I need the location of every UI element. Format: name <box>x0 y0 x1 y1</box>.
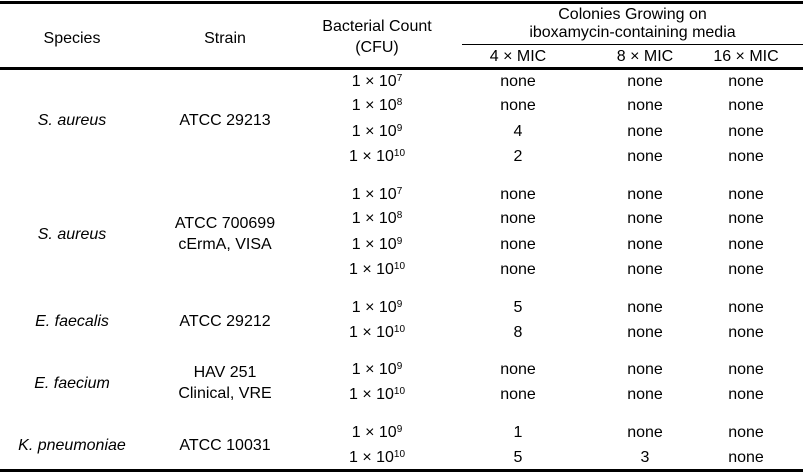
mic-8-cell: 3 <box>640 449 650 466</box>
mic-16-cell: none <box>728 324 764 341</box>
mic-4-cell: 5 <box>513 449 523 466</box>
mic-4-cell: none <box>500 236 536 253</box>
mic-16-cell: none <box>728 386 764 403</box>
mic-8-cell: none <box>627 97 663 114</box>
species-cell: K. pneumoniae <box>18 437 126 454</box>
mic-4-cell: none <box>500 73 536 90</box>
mic-8-cell: none <box>627 123 663 140</box>
count-exponent: 7 <box>396 73 403 84</box>
strain-cell: ATCC 10031 <box>179 437 271 454</box>
bacterial-count-cell: $1 \times 10^9$ <box>351 424 403 441</box>
strain-cell: ATCC 29212 <box>179 313 271 330</box>
bacterial-count-cell: $1 \times 10^8$ <box>351 210 403 227</box>
bacterial-count-cell: $1 \times 10^9$ <box>351 299 403 316</box>
mic-4-cell: none <box>500 210 536 227</box>
bacterial-count-cell: $1 \times 10^{10}$ <box>348 386 406 403</box>
bacterial-count-cell: $1 \times 10^9$ <box>351 361 403 378</box>
mic-16-cell: none <box>728 73 764 90</box>
mic-8-cell: none <box>627 186 663 203</box>
bacterial-count-cell: $1 \times 10^{10}$ <box>348 449 406 466</box>
mic-16-cell: none <box>728 186 764 203</box>
header-mic-16: 16 × MIC <box>713 48 779 65</box>
species-cell: S. aureus <box>37 112 107 129</box>
species-cell: S. aureus <box>37 226 107 243</box>
mic-8-cell: none <box>627 210 663 227</box>
count-exponent: 10 <box>393 261 406 272</box>
header-colonies: Colonies Growing on <box>558 6 707 23</box>
header-mic-8: 8 × MIC <box>616 48 674 65</box>
mic-16-cell: none <box>728 148 764 165</box>
count-exponent: 10 <box>393 449 406 460</box>
count-exponent: 10 <box>393 148 406 159</box>
count-exponent: 9 <box>396 236 403 247</box>
mic-8-cell: none <box>627 424 663 441</box>
header-bacterial-count: Bacterial Count <box>322 18 432 35</box>
mic-4-cell: 8 <box>513 324 523 341</box>
bacterial-count-cell: $1 \times 10^{10}$ <box>348 324 406 341</box>
count-exponent: 10 <box>393 324 406 335</box>
count-exponent: 10 <box>393 386 406 397</box>
mic-4-cell: none <box>500 97 536 114</box>
count-exponent: 9 <box>396 123 403 134</box>
mic-4-cell: none <box>500 386 536 403</box>
header-bottom-rule <box>0 67 803 70</box>
count-exponent: 8 <box>396 97 403 108</box>
mic-4-cell: none <box>500 186 536 203</box>
mic-8-cell: none <box>627 361 663 378</box>
mic-4-cell: 2 <box>513 148 523 165</box>
mic-8-cell: none <box>627 261 663 278</box>
mic-4-cell: 4 <box>513 123 523 140</box>
top-rule <box>0 1 803 4</box>
strain-cell: HAV 251 <box>193 364 257 381</box>
mic-16-cell: none <box>728 361 764 378</box>
strain-cell: ATCC 29213 <box>179 112 271 129</box>
mic-8-cell: none <box>627 236 663 253</box>
mic-4-cell: none <box>500 361 536 378</box>
mic-16-cell: none <box>728 449 764 466</box>
count-exponent: 9 <box>396 424 403 435</box>
bacterial-count-cell: $1 \times 10^7$ <box>351 186 403 203</box>
header-species: Species <box>43 30 101 47</box>
mic-16-cell: none <box>728 236 764 253</box>
header-bacterial-count-unit: (CFU) <box>355 39 399 56</box>
count-exponent: 9 <box>396 361 403 372</box>
bacterial-count-cell: $1 \times 10^9$ <box>351 236 403 253</box>
bacterial-count-cell: $1 \times 10^7$ <box>351 73 403 90</box>
strain-cell: Clinical, VRE <box>178 385 272 402</box>
bottom-rule <box>0 469 803 472</box>
species-cell: E. faecium <box>34 375 110 392</box>
count-exponent: 8 <box>396 210 403 221</box>
mic-8-cell: none <box>627 73 663 90</box>
mic-16-cell: none <box>728 261 764 278</box>
mic-8-cell: none <box>627 148 663 165</box>
mic-4-cell: 5 <box>513 299 523 316</box>
strain-cell: cErmA, VISA <box>178 236 272 253</box>
header-strain: Strain <box>204 30 246 47</box>
header-mic-4: 4 × MIC <box>489 48 547 65</box>
mic-4-cell: none <box>500 261 536 278</box>
strain-cell: ATCC 700699 <box>174 215 276 232</box>
mic-16-cell: none <box>728 299 764 316</box>
colonies-underline <box>462 44 803 45</box>
bacterial-count-cell: $1 \times 10^{10}$ <box>348 261 406 278</box>
header-colonies-media: iboxamycin-containing media <box>529 24 736 41</box>
mic-8-cell: none <box>627 299 663 316</box>
bacterial-count-cell: $1 \times 10^8$ <box>351 97 403 114</box>
mic-16-cell: none <box>728 97 764 114</box>
count-exponent: 9 <box>396 299 403 310</box>
mic-8-cell: none <box>627 324 663 341</box>
mic-16-cell: none <box>728 424 764 441</box>
mic-16-cell: none <box>728 123 764 140</box>
bacterial-count-cell: $1 \times 10^{10}$ <box>348 148 406 165</box>
mic-4-cell: 1 <box>513 424 523 441</box>
species-cell: E. faecalis <box>35 313 109 330</box>
count-exponent: 7 <box>396 186 403 197</box>
bacterial-count-cell: $1 \times 10^9$ <box>351 123 403 140</box>
mic-8-cell: none <box>627 386 663 403</box>
mic-16-cell: none <box>728 210 764 227</box>
